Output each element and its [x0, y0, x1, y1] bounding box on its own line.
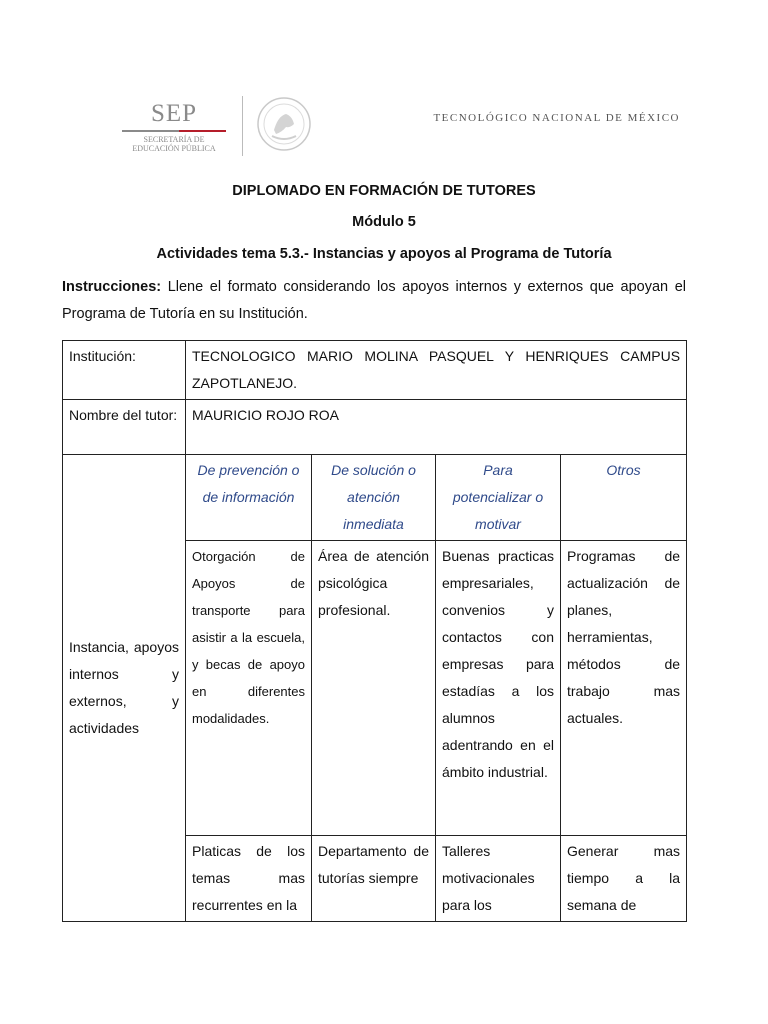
table-cell[interactable]: Buenas practicas empresariales, convenios y contactos con empresas para estadías a los alumnos adentrando en el ámbito industrial.: [436, 541, 561, 836]
institution-value[interactable]: TECNOLOGICO MARIO MOLINA PASQUEL Y HENRIQUES CAMPUS ZAPOTLANEJO.: [186, 341, 687, 400]
table-cell[interactable]: Área de atención psicológica profesional.: [312, 541, 436, 836]
tutor-label: Nombre del tutor:: [63, 400, 186, 455]
diploma-title: DIPLOMADO EN FORMACIÓN DE TUTORES: [232, 183, 536, 199]
page-header: [120, 92, 690, 162]
column-header-solution: De solución o atención inmediata: [312, 455, 436, 541]
sep-logo-text: SEP: [150, 100, 198, 127]
tutor-value[interactable]: MAURICIO ROJO ROA: [186, 400, 687, 455]
module-title: Módulo 5: [352, 214, 416, 230]
column-header-prevention: De prevención o de información: [186, 455, 312, 541]
institution-row: [63, 341, 687, 400]
table-cell[interactable]: Otorgación de Apoyos de transporte para asistir a la escuela, y becas de apoyo en diferentes modalidades.: [186, 541, 312, 836]
instructions-text: Llene el formato considerando los apoyos internos y externos que apoyan el Programa de Tutoría en su Institución.: [62, 279, 686, 322]
column-header-motivation: Para potencializar o motivar: [436, 455, 561, 541]
tutor-row: [63, 400, 687, 455]
column-header-other: Otros: [561, 455, 687, 541]
row-label: Instancia, apoyos internos y externos, y actividades: [63, 455, 186, 922]
sep-logo: [120, 100, 228, 153]
sep-logo-line1: SECRETARÍA DE: [143, 135, 205, 144]
table-cell[interactable]: Talleres motivacionales para los: [436, 836, 561, 922]
tutoring-form-table: [62, 340, 687, 922]
header-divider: [242, 96, 243, 156]
table-cell[interactable]: Generar mas tiempo a la semana de: [561, 836, 687, 922]
institution-name: TECNOLÓGICO NACIONAL DE MÉXICO: [433, 112, 680, 124]
table-cell[interactable]: Departamento de tutorías siempre: [312, 836, 436, 922]
instructions: [62, 274, 686, 328]
instructions-label: Instrucciones:: [62, 279, 162, 295]
table-cell[interactable]: Programas de actualización de planes, herramientas, métodos de trabajo mas actuales.: [561, 541, 687, 836]
institution-label: Institución:: [63, 341, 186, 400]
table-cell[interactable]: Platicas de los temas mas recurrentes en la: [186, 836, 312, 922]
column-header-row: [63, 455, 687, 541]
activity-title: Actividades tema 5.3.- Instancias y apoyos al Programa de Tutoría: [156, 246, 612, 262]
sep-logo-line2: EDUCACIÓN PÚBLICA: [132, 144, 216, 153]
mexico-seal-icon: [256, 94, 312, 158]
sep-logo-rule: [122, 130, 226, 132]
